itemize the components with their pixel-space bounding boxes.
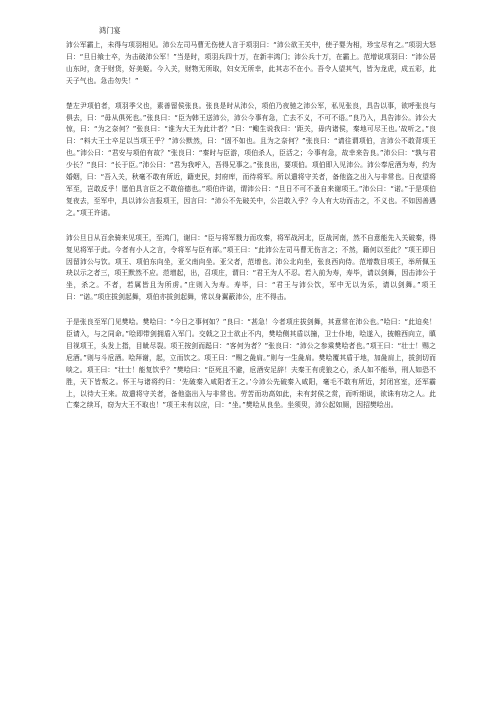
document-title: 鸿门宴: [99, 26, 121, 35]
document-page: [66, 26, 436, 425]
paragraph-4: 于是张良至军门见樊哙。樊哙曰：“今日之事何如？”良曰：“甚急！今者项庄拔剑舞，其意常在沛公也。”哙曰：“此迫矣！臣请入，与之同命。”哙即带剑拥盾入军门。交戟之卫士欲止不内，樊哙侧其盾以撞，卫士仆地，哙遂入，披帷西向立，瞋目视项王，头发上指，目眦尽裂。项王按剑而跽曰：“客何为者？”张良曰：“沛公之参乘樊哙者也。”项王曰：“壮士！赐之卮酒。”则与斗卮酒。哙拜谢，起，立而饮之。项王曰：“赐之彘肩。”则与一生彘肩。樊哙覆其盾于地，加彘肩上，拔剑切而啖之。项王曰：“壮士！能复饮乎？”樊哙曰：“臣死且不避，卮酒安足辞！夫秦王有虎狼之心，杀人如不能举，刑人如恐不胜，天下皆叛之。怀王与诸将约曰：‘先破秦入咸阳者王之。’今沛公先破秦入咸阳，毫毛不敢有所近，封闭宫室，还军霸上，以待大王来。故遣将守关者，备他盗出入与非常也。劳苦而功高如此，未有封侯之赏，而听细说，欲诛有功之人。此亡秦之续耳，窃为大王不取也！”项王未有以应，曰：“坐。”樊哙从良坐。坐须臾，沛公起如厕，因招樊哙出。: [66, 318, 436, 410]
paragraph-3: 沛公旦日从百余骑来见项王，至鸿门，谢曰：“臣与将军戮力而攻秦，将军战河北，臣战河南，然不自意能先入关破秦，得复见将军于此。今者有小人之言，令将军与臣有郤。”项王曰：“此沛公左司马曹无伤言之；不然，籍何以至此？”项王即日因留沛公与饮。项王、项伯东向坐，亚父南向坐。亚父者，范增也。沛公北向坐，张良西向侍。范增数目项王，举所佩玉玦以示之者三，项王默然不应。范增起，出，召项庄，谓曰：“君王为人不忍。若入前为寿，寿毕，请以剑舞，因击沛公于坐，杀之。不者，若属皆且为所虏。”庄则入为寿。寿毕，曰：“君王与沛公饮，军中无以为乐，请以剑舞。”项王曰：“诺。”项庄拔剑起舞，项伯亦拔剑起舞，常以身翼蔽沛公，庄不得击。: [66, 233, 436, 302]
paragraph-2: 楚左尹项伯者，项羽季父也，素善留侯张良。张良是时从沛公，项伯乃夜驰之沛公军，私见张良，具告以事，欲呼张良与俱去，曰：“毋从俱死也。”张良曰：“臣为韩王送沛公，沛公今事有急，亡去不义，不可不语。”良乃入，具告沛公。沛公大惊，曰：“为之奈何？”张良曰：“谁为大王为此计者？”曰：“鲰生说我曰：‘距关，毋内诸侯，秦地可尽王也。’故听之。”良曰：“料大王士卒足以当项王乎？”沛公默然，曰：“固不如也。且为之奈何？”张良曰：“请往谓项伯，言沛公不敢背项王也。”沛公曰：“君安与项伯有故？”张良曰：“秦时与臣游，项伯杀人，臣活之；今事有急，故幸来告良。”沛公曰：“孰与君少长？”良曰：“长于臣。”沛公曰：“君为我呼入，吾得兄事之。”张良出，要项伯。项伯即入见沛公。沛公奉卮酒为寿，约为婚姻，曰：“吾入关，秋毫不敢有所近，籍吏民，封府库，而待将军。所以遣将守关者，备他盗之出入与非常也。日夜望将军至，岂敢反乎！愿伯具言臣之不敢倍德也。”项伯许诺，谓沛公曰：“旦日不可不蚤自来谢项王。”沛公曰：“诺。”于是项伯复夜去，至军中，具以沛公言报项王，因言曰：“沛公不先破关中，公岂敢入乎？今人有大功而击之，不义也。不如因善遇之。”项王许诺。: [66, 101, 436, 217]
paragraph-1: 沛公军霸上，未得与项羽相见。沛公左司马曹无伤使人言于项羽曰：“沛公欲王关中，使子婴为相，珍宝尽有之。”项羽大怒曰：“旦日飨士卒，为击破沛公军！”当是时，项羽兵四十万，在新丰鸿门；沛公兵十万，在霸上。范增说项羽曰：“沛公居山东时，贪于财货，好美姬。今入关，财物无所取，妇女无所幸，此其志不在小。吾令人望其气，皆为龙虎，成五彩，此天子气也。急击勿失！”: [66, 41, 436, 85]
